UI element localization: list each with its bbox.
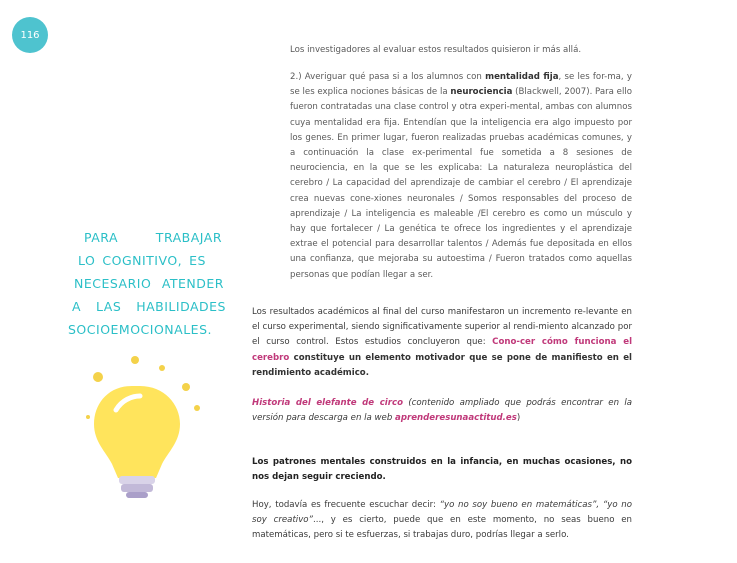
text: (contenido ampliado que podrás encontrar en la versión para descarga en la web <box>252 398 633 424</box>
bulb-glass <box>94 386 180 478</box>
story-paragraph <box>252 396 632 426</box>
side-quote-line: SOCIOEMOCIONALES. <box>68 322 212 337</box>
bulb-base-ring <box>121 484 153 492</box>
bold-text: constituye un elemento motivador que se pone de manifiesto en el rendimiento académico. <box>252 352 632 378</box>
bulb-base-tip <box>126 492 148 498</box>
lightbulb-icon <box>80 356 220 506</box>
side-quote-line: A LAS HABILIDADES <box>72 299 226 314</box>
text: , se les for-ma, y se les explica nociones básicas de la <box>290 72 632 98</box>
story-title: Historia del elefante de circo <box>252 398 403 408</box>
text: ) <box>516 413 521 424</box>
results-paragraph <box>252 305 632 381</box>
text: Hoy, todavía es frecuente escuchar decir: <box>252 500 440 510</box>
experiment-paragraph <box>290 70 632 283</box>
today-paragraph <box>252 498 632 544</box>
patterns-paragraph: Los patrones mentales construidos en la infancia, en muchas ocasiones, no nos dejan seguir creciendo. <box>252 457 632 483</box>
intro-paragraph: Los investigadores al evaluar estos resultados quisieron ir más allá. <box>290 45 582 55</box>
ray-dot <box>182 383 190 391</box>
bulb-base-ring <box>119 476 155 484</box>
text: ..., y es cierto, puede que en este momento, no seas bueno en matemáticas, pero si te esfuerzas, si trabajas duro, podrías llegar a serlo. <box>252 515 632 541</box>
ray-dot <box>86 415 90 419</box>
side-quote-line: PARA TRABAJAR <box>84 230 222 245</box>
side-quote-line: LO COGNITIVO, ES <box>78 253 206 268</box>
quote-text: “yo no soy bueno en matemáticas”, “yo no soy creativo” <box>252 500 632 526</box>
ray-dot <box>159 365 165 371</box>
text: (Blackwell, 2007). Para ello fueron contratadas una clase control y otra experi-mental, ambas con alumnos cuya mentalidad era fija. Entendían que la inteligencia era algo impuesto por los genes. En primer lugar, fueron realizadas pruebas académicas comunes, y a continuación la clase ex-perimental fue sometida a 8 sesiones de neurociencia, en la que se les explicaba: La naturaleza neuroplástica del cerebro / La capacidad del aprendizaje de cambiar el cerebro / El aprendizaje crea nuevas cone-xiones neuronales / Somos responsables del proceso de aprendizaje / La inteligencia es maleable /El cerebro es como un músculo y hay que fortalecer / La genética te ofrece los ingredientes y el aprendizaje extrae el potencial para desarrollar talentos / Además fue depositada en ellos una confianza, que mejoraba su autoestima / Fueron tratados como aquellas personas que podían llegar a ser. <box>290 87 632 280</box>
bold-term: neurociencia <box>450 87 513 98</box>
ray-dot <box>131 356 139 364</box>
highlight-text: Cono-cer cómo funciona el cerebro <box>252 337 633 363</box>
side-quote-line: NECESARIO ATENDER <box>74 276 224 291</box>
text: 2.) Averiguar qué pasa si a los alumnos con <box>290 72 486 82</box>
ray-dot <box>194 405 200 411</box>
text: Los resultados académicos al final del curso manifestaron un incremento re-levante en el curso experimental, siendo significativamente superior al rendi-miento alcanzado por el curso control. Estos estudios concluyeron que: <box>252 307 632 348</box>
ray-dot <box>93 372 103 382</box>
page-number-badge: 116 <box>12 17 48 53</box>
bold-term: mentalidad fija <box>485 72 559 82</box>
website-link[interactable]: aprenderesunaactitud.es <box>395 413 517 424</box>
side-quote <box>66 226 228 341</box>
